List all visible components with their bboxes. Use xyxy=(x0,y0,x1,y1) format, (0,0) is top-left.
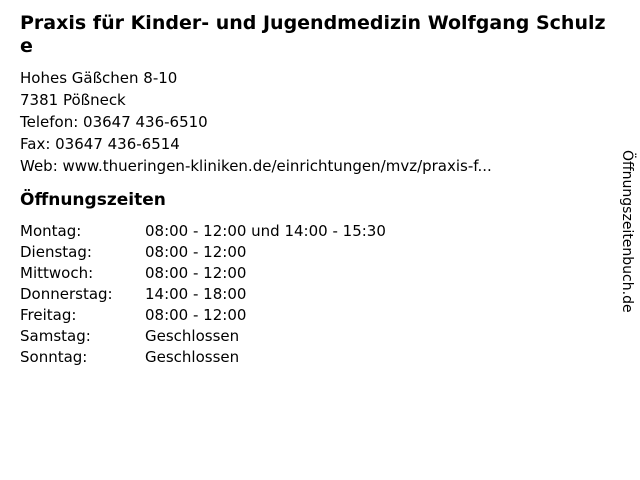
street-line: Hohes Gäßchen 8-10 xyxy=(20,69,178,87)
day-hours: 08:00 - 12:00 und 14:00 - 15:30 xyxy=(145,222,386,240)
day-label: Sonntag: xyxy=(20,348,88,366)
city-line: 7381 Pößneck xyxy=(20,91,126,109)
oeffnungszeitenbuch-watermark: Öffnungszeitenbuch.de xyxy=(619,150,635,313)
day-label: Freitag: xyxy=(20,306,77,324)
day-label: Samstag: xyxy=(20,327,91,345)
day-hours: 14:00 - 18:00 xyxy=(145,285,247,303)
day-hours: 08:00 - 12:00 xyxy=(145,264,247,282)
day-label: Donnerstag: xyxy=(20,285,113,303)
phone-line: Telefon: 03647 436-6510 xyxy=(20,113,208,131)
opening-hours-heading: Öffnungszeiten xyxy=(20,190,166,210)
hours-row-wednesday xyxy=(20,263,612,284)
day-label: Dienstag: xyxy=(20,243,92,261)
address-block xyxy=(20,67,612,177)
day-hours: Geschlossen xyxy=(145,348,240,366)
day-hours: 08:00 - 12:00 xyxy=(145,243,247,261)
page-content xyxy=(20,12,612,368)
fax-line: Fax: 03647 436-6514 xyxy=(20,135,180,153)
opening-hours-table xyxy=(20,221,612,368)
page-title: Praxis für Kinder- und Jugendmedizin Wolfgang Schulze xyxy=(20,12,606,57)
day-hours: 08:00 - 12:00 xyxy=(145,306,247,324)
hours-row-thursday xyxy=(20,284,612,305)
hours-row-monday xyxy=(20,221,612,242)
hours-row-sunday xyxy=(20,347,612,368)
web-line: Web: www.thueringen-kliniken.de/einrichtungen/mvz/praxis-f... xyxy=(20,157,492,175)
day-label: Montag: xyxy=(20,222,82,240)
hours-row-saturday xyxy=(20,326,612,347)
hours-row-friday xyxy=(20,305,612,326)
hours-row-tuesday xyxy=(20,242,612,263)
day-hours: Geschlossen xyxy=(145,327,240,345)
day-label: Mittwoch: xyxy=(20,264,94,282)
